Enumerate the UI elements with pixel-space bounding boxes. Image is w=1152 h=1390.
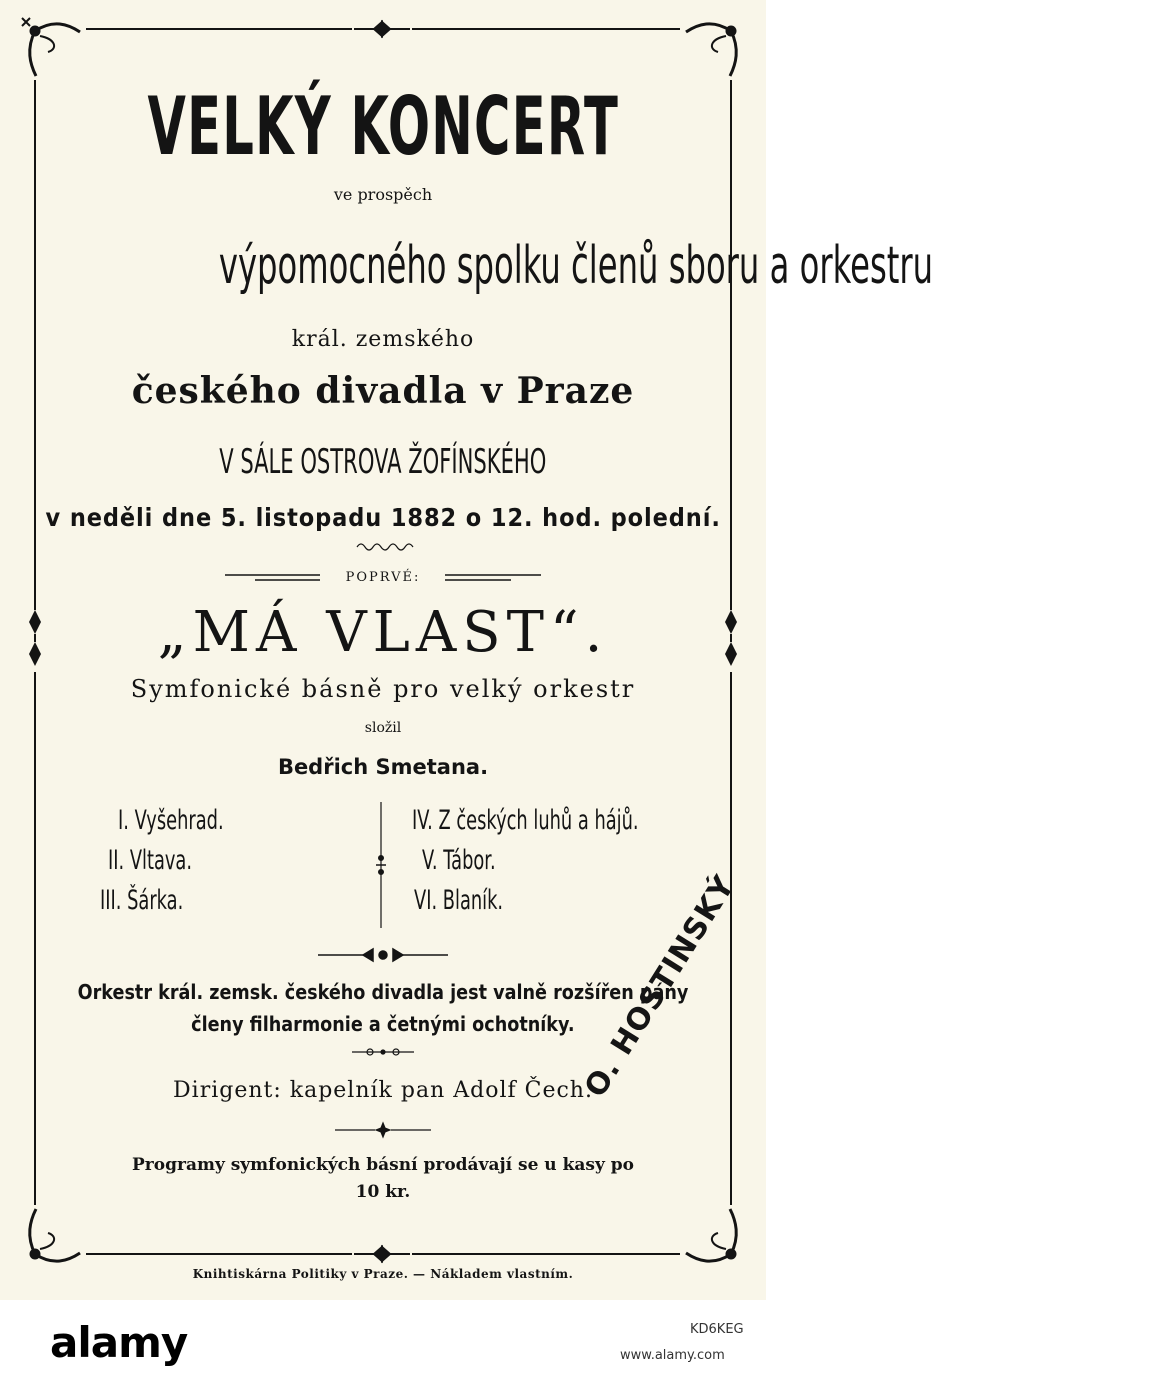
theatre-name: českého divadla v Praze (131, 370, 635, 412)
movement-5: V. Tábor. (422, 845, 496, 876)
divider-ornament-icon (318, 946, 448, 964)
work-title: „MÁ VLAST“. (157, 600, 609, 665)
composer-name: Bedřich Smetana. (277, 755, 489, 779)
conductor-text: Dirigent: kapelník pan Adolf Čech. (173, 1078, 593, 1103)
society-name: výpomocného spolku členů sboru a orkestru (218, 236, 934, 296)
printer-credit: Knihtiskárna Politiky v Praze. — Nákladem vlastním. (192, 1267, 574, 1281)
for-benefit-text: ve prospěch (333, 185, 433, 204)
composed-by-text: složil (364, 720, 402, 736)
venue-text: V SÁLE OSTROVA ŽOFÍNSKÉHO (219, 442, 547, 482)
orchestra-note-line-1: Orkestr král. zemsk. českého divadla jest valně rozšířen pány (77, 980, 689, 1004)
programs-line-2: 10 kr. (355, 1182, 411, 1202)
star-ornament-icon (335, 1122, 431, 1138)
movement-1: I. Vyšehrad. (118, 805, 224, 836)
work-subtitle: Symfonické básně pro velký orkestr (130, 675, 636, 703)
orchestra-note-line-2: členy filharmonie a četnými ochotníky. (191, 1012, 575, 1036)
poster-title: VELKÝ KONCERT (147, 80, 619, 173)
movement-6: VI. Blaník. (414, 885, 504, 916)
watermark-logo: alamy (50, 1318, 188, 1367)
corner-flourish-icon (18, 14, 88, 80)
watermark-url: www.alamy.com (620, 1348, 725, 1363)
corner-flourish-icon (678, 14, 748, 80)
movement-4: IV. Z českých luhů a hájů. (412, 805, 639, 836)
royal-text: král. zemského (291, 327, 475, 352)
premiere-label: POPRVÉ: (345, 570, 421, 585)
column-divider (374, 800, 388, 930)
ownership-stamp: O. HOSTINSKÝ (578, 869, 743, 1104)
corner-flourish-icon (18, 1205, 88, 1271)
border-ornament-icon (352, 20, 412, 38)
programs-line-1: Programy symfonických básní prodávají se u kasy po (132, 1155, 634, 1175)
movement-2: II. Vltava. (108, 845, 193, 876)
wave-ornament-icon (355, 541, 415, 553)
corner-flourish-icon (678, 1205, 748, 1271)
date-line: v neděli dne 5. listopadu 1882 o 12. hod. polední. (45, 503, 721, 532)
watermark-image-id: KD6KEG (690, 1322, 744, 1337)
movement-3: III. Šárka. (100, 885, 184, 916)
border-ornament-icon (352, 1245, 412, 1263)
small-ornament-icon (350, 1045, 416, 1059)
